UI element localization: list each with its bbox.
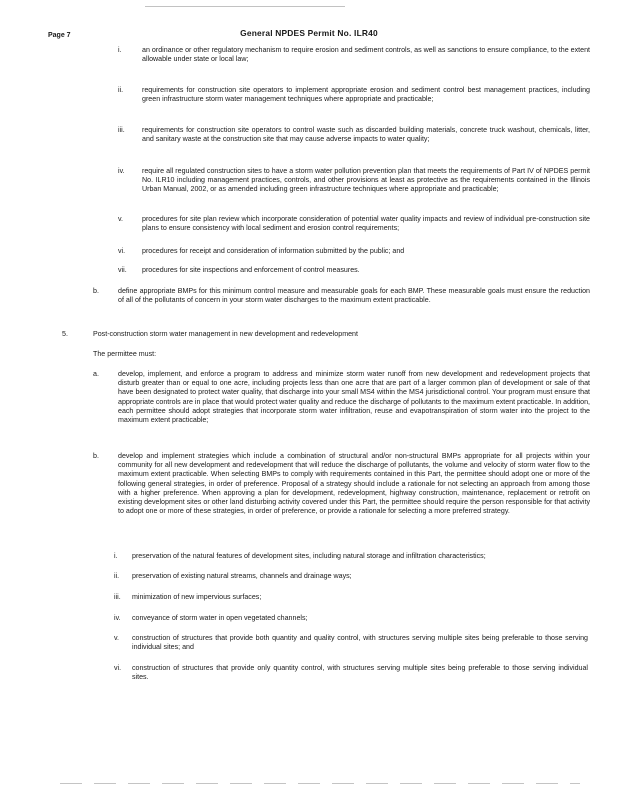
list-item: preservation of the natural features of development sites, including natural storage and infiltration characteristics; [132,552,486,560]
list-item-marker: ii. [114,572,120,580]
list-item: require all regulated construction sites to have a storm water pollution prevention plan that meets the requirements of Part IV of NPDES permit No. ILR10 including management practices, controls, and other provisions at least as protective as the requirements contained in the Illinois Urban Manual, 2002, or as amended including green infrastructure techniques where appropriate and practicable; [142,167,590,194]
list-item-marker: iii. [114,593,121,601]
section-number: 5. [62,330,68,338]
list-item-marker: ii. [118,86,124,94]
scan-artifact-line [145,6,345,7]
list-item: construction of structures that provide only quantity control, with structures serving multiple sites being preferable to those serving individual sites. [132,664,588,682]
page-title: General NPDES Permit No. ILR40 [240,28,378,38]
list-item: develop, implement, and enforce a program to address and minimize storm water runoff from new development and redevelopment projects that disturb greater than or equal to one acre, including projects less than one acre that are part of a larger common plan of development or sale of that have been designated to protect water quality, that discharge into your small MS4 within the MS4 jurisdictional control. Your program must ensure that appropriate controls are in place that would protect water quality and reduce the discharge of pollutants to the maximum extent practicable. In addition, each permittee should adopt strategies that incorporate storm water infiltration, reuse and evapotranspiration of storm water into the project to the maximum extent practicable; [118,370,591,425]
section-intro: The permittee must: [93,350,157,358]
list-item: an ordinance or other regulatory mechanism to require erosion and sediment controls, as well as sanctions to ensure compliance, to the extent allowable under state or local law; [142,46,590,64]
page-number: Page 7 [48,32,71,39]
list-item-marker: b. [93,287,99,295]
list-item: requirements for construction site operators to implement appropriate erosion and sediment control best management practices, including green infrastructure storm water management techniques where appropriate and practicable; [142,86,590,104]
list-item-marker: iv. [114,614,121,622]
list-item-marker: v. [118,215,123,223]
list-item: minimization of new impervious surfaces; [132,593,262,601]
list-item: construction of structures that provide both quantity and quality control, with structures serving multiple sites being preferable to those serving individual sites; and [132,634,588,652]
list-item-marker: vi. [114,664,122,672]
section-heading: Post-construction storm water management in new development and redevelopment [93,330,358,338]
list-item-marker: v. [114,634,119,642]
list-item-marker: a. [93,370,99,378]
list-item: procedures for site inspections and enforcement of control measures. [142,266,360,274]
list-item: conveyance of storm water in open vegetated channels; [132,614,308,622]
list-item-marker: b. [93,452,99,460]
list-item: define appropriate BMPs for this minimum control measure and measurable goals for each BMP. These measurable goals must ensure the reduction of all of the pollutants of concern in your storm water discharges to the maximum extent practicable. [118,287,590,305]
scan-artifact-line [60,783,580,784]
list-item-marker: vii. [118,266,127,274]
list-item: procedures for receipt and consideration of information submitted by the public; and [142,247,405,255]
list-item-marker: i. [118,46,122,54]
list-item-marker: iv. [118,167,125,175]
list-item-marker: vi. [118,247,126,255]
list-item: requirements for construction site operators to control waste such as discarded building materials, concrete truck washout, chemicals, litter, and sanitary waste at the construction site that may cause adverse impacts to water quality; [142,126,590,144]
list-item: develop and implement strategies which include a combination of structural and/or non-structural BMPs appropriate for all projects within your community for all new development and redevelopment that will reduce the discharge of pollutants, the volume and velocity of storm water flow to the maximum extent practicable. When selecting BMPs to comply with requirements contained in this Part, the permittee should adopt one or more of the following general strategies, in order of preference. Proposal of a strategy should include a rationale for not selecting an approach from among those with a higher preference. When approving a plan for development, redevelopment, highway construction, maintenance, replacement or retrofit on existing development sites or other land disturbing activity covered under this Part, the permittee should require the person responsible for that activity to adopt one or more of these strategies, in order of preference, or provide a rationale for selecting a more preferred strategy. [118,452,590,516]
list-item-marker: iii. [118,126,125,134]
list-item: preservation of existing natural streams, channels and drainage ways; [132,572,352,580]
list-item-marker: i. [114,552,118,560]
list-item: procedures for site plan review which incorporate consideration of potential water quality impacts and review of individual pre-construction site plans to ensure consistency with local sediment and erosion control requirements; [142,215,590,233]
